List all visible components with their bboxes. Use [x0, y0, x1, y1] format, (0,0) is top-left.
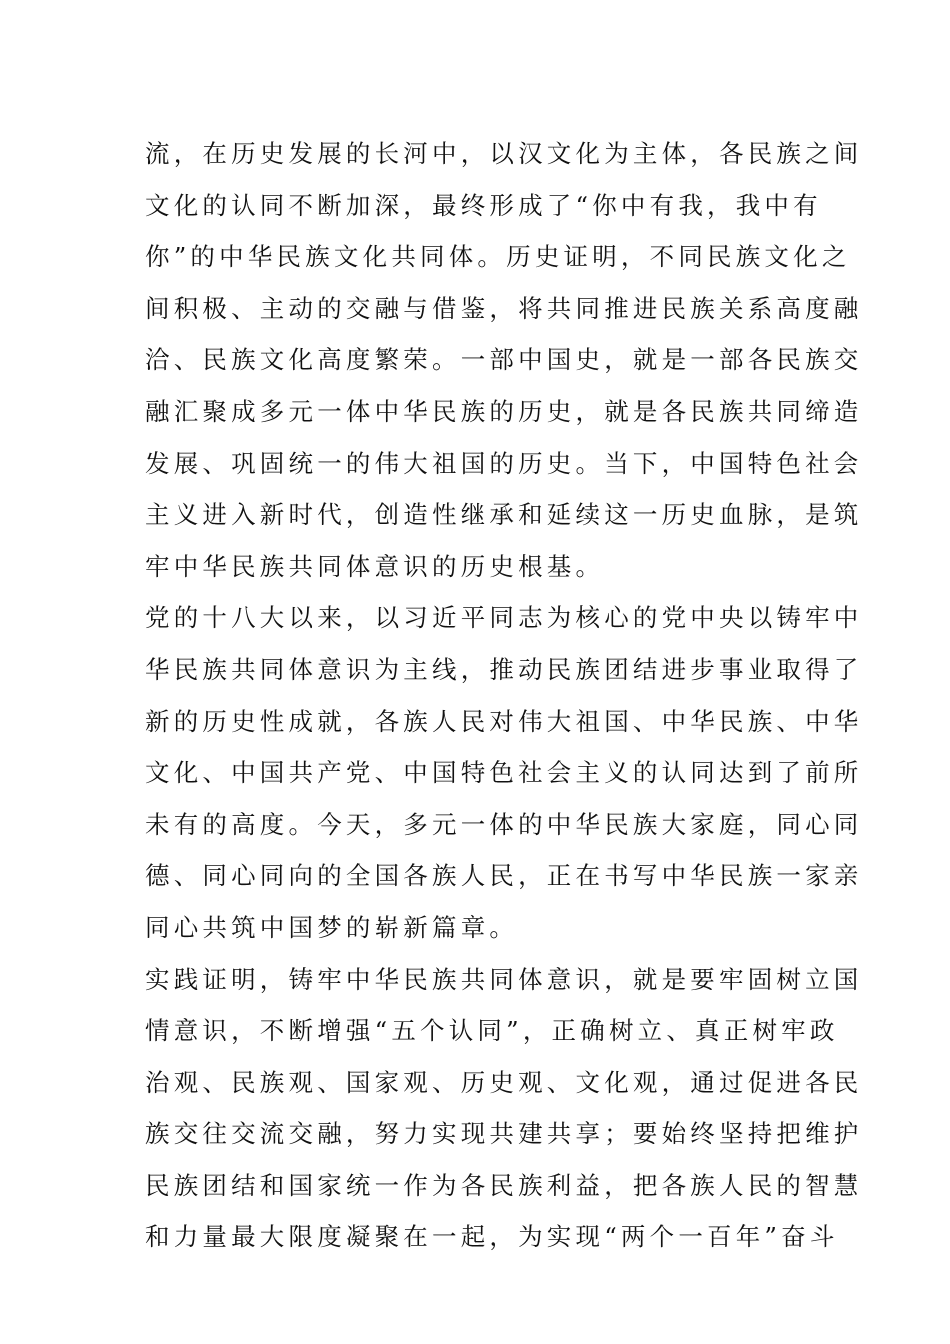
body-text — [145, 128, 863, 1263]
text-line: 融汇聚成多元一体中华民族的历史，就是各民族共同缔造 — [145, 396, 863, 426]
text-line: 文化、中国共产党、中国特色社会主义的认同达到了前所 — [145, 758, 863, 788]
text-line: 主义进入新时代，创造性继承和延续这一历史血脉，是筑 — [145, 500, 863, 530]
text-line: 民族团结和国家统一作为各民族利益，把各族人民的智慧 — [145, 1170, 863, 1200]
text-line: 未有的高度。今天，多元一体的中华民族大家庭，同心同 — [145, 809, 863, 839]
text-line: 情意识，不断增强“五个认同”，正确树立、真正树牢政 — [145, 1016, 839, 1046]
text-line: 和力量最大限度凝聚在一起，为实现“两个一百年”奋斗 — [145, 1222, 839, 1252]
text-line: 治观、民族观、国家观、历史观、文化观，通过促进各民 — [145, 1067, 863, 1097]
text-line: 德、同心同向的全国各族人民，正在书写中华民族一家亲 — [145, 861, 863, 891]
text-line: 间积极、主动的交融与借鉴，将共同推进民族关系高度融 — [145, 293, 863, 323]
text-line: 新的历史性成就，各族人民对伟大祖国、中华民族、中华 — [145, 706, 863, 736]
text-line: 你”的中华民族文化共同体。历史证明，不同民族文化之 — [145, 242, 851, 272]
text-line: 同心共筑中国梦的崭新篇章。 — [145, 912, 519, 942]
text-line: 发展、巩固统一的伟大祖国的历史。当下，中国特色社会 — [145, 448, 863, 478]
text-line: 流，在历史发展的长河中，以汉文化为主体，各民族之间 — [145, 139, 863, 168]
text-line: 牢中华民族共同体意识的历史根基。 — [145, 551, 605, 581]
text-line: 华民族共同体意识为主线，推动民族团结进步事业取得了 — [145, 654, 863, 684]
text-line: 实践证明，铸牢中华民族共同体意识，就是要牢固树立国 — [145, 964, 863, 994]
text-line: 党的十八大以来，以习近平同志为核心的党中央以铸牢中 — [145, 603, 863, 633]
text-line: 洽、民族文化高度繁荣。一部中国史，就是一部各民族交 — [145, 345, 863, 375]
text-line: 族交往交流交融，努力实现共建共享；要始终坚持把维护 — [145, 1119, 863, 1149]
text-line: 文化的认同不断加深，最终形成了“你中有我，我中有 — [145, 190, 822, 220]
